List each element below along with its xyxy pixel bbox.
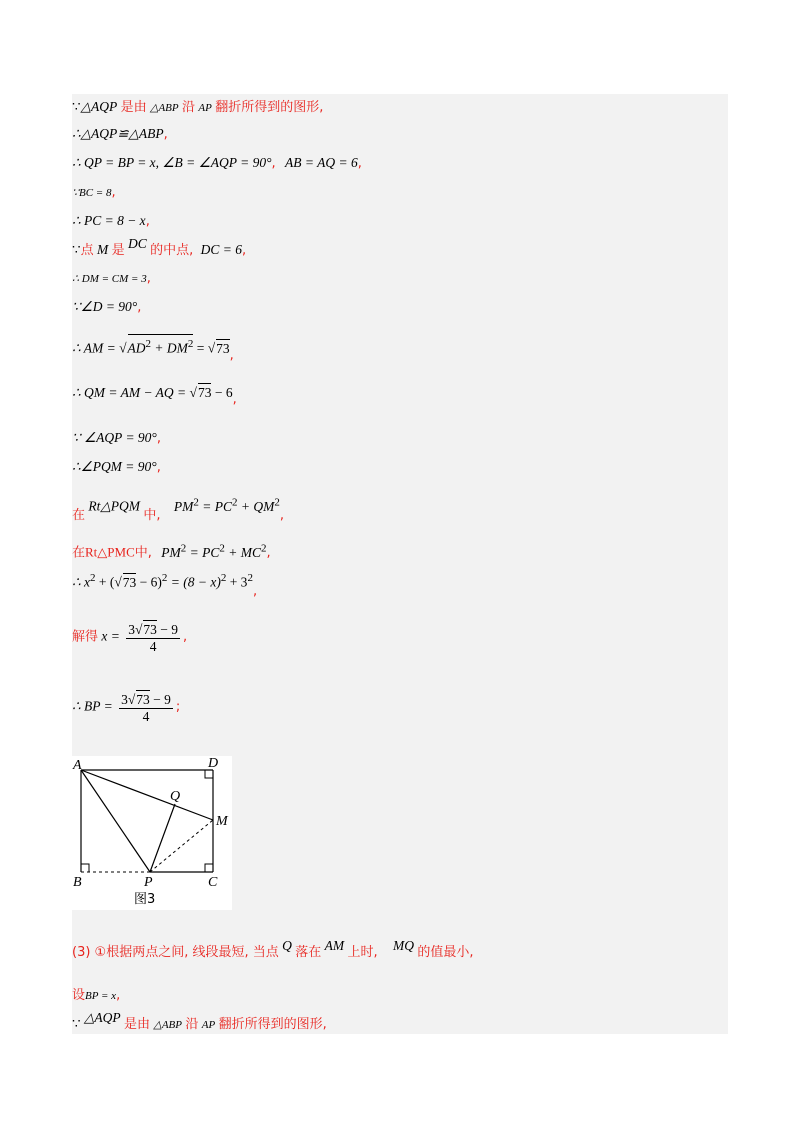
segment-ap bbox=[81, 770, 150, 872]
radicand-73: 73 bbox=[122, 574, 137, 590]
exponent: 2 bbox=[232, 496, 238, 508]
term-pc: = PC bbox=[186, 544, 220, 560]
radical-ad-dm bbox=[128, 334, 194, 357]
equation-qp-bp: ∴ QP = BP = x, ∠B = ∠AQP = 90° bbox=[72, 155, 272, 170]
equation-am-left: ∴ AM = bbox=[72, 340, 116, 356]
congruence-statement: ∴△AQP≌△ABP bbox=[72, 126, 164, 141]
text-middle: 中, bbox=[134, 545, 152, 561]
equation-angle-aqp: ∵ ∠AQP = 90° bbox=[72, 430, 157, 445]
triangle-aqp: △AQP bbox=[80, 99, 118, 114]
line-10: ∴ QM = AM − AQ = √73 − 6, bbox=[72, 385, 237, 407]
comma: , bbox=[156, 460, 161, 475]
line-6 bbox=[72, 236, 247, 259]
radicand-73: 73 bbox=[143, 622, 157, 637]
equation-bp-x: BP = x bbox=[85, 990, 117, 1002]
equation-pc: ∴ PC = 8 − x bbox=[72, 213, 146, 228]
term-ad: AD bbox=[127, 340, 146, 356]
triangle-abp: △ABP bbox=[149, 102, 179, 114]
text-part-3: (3) ①根据两点之间, 线段最短, 当点 bbox=[72, 945, 279, 960]
line-12 bbox=[72, 459, 161, 476]
line-11 bbox=[72, 430, 161, 447]
equation-pythag-pmc bbox=[161, 542, 267, 560]
text-in: 在 bbox=[72, 545, 86, 561]
line-20 bbox=[72, 1010, 327, 1033]
exponent: 2 bbox=[89, 572, 96, 584]
comma: , bbox=[111, 185, 116, 200]
radicand-73: 73 bbox=[136, 692, 150, 707]
fraction-denominator: 4 bbox=[142, 709, 150, 724]
comma: , bbox=[145, 214, 150, 229]
minus-nine: − 9 bbox=[149, 692, 171, 707]
figure-3-diagram bbox=[72, 756, 232, 910]
equation-qm-left: ∴ QM = AM − AQ = bbox=[72, 385, 187, 400]
triangle-abp: △ABP bbox=[153, 1019, 182, 1031]
point-m: M bbox=[96, 242, 109, 257]
equation-angle-pqm: ∴∠PQM = 90° bbox=[72, 459, 157, 474]
text-is-from: 是由 bbox=[120, 100, 147, 115]
exponent: 2 bbox=[219, 542, 225, 554]
line-2 bbox=[72, 126, 168, 143]
exponent: 2 bbox=[274, 496, 280, 508]
minus-six: − 6) bbox=[136, 574, 162, 590]
figure-caption: 图3 bbox=[134, 892, 156, 907]
text-is: 是 bbox=[111, 243, 125, 258]
line-7 bbox=[72, 270, 151, 287]
coef-3: 3 bbox=[121, 692, 128, 707]
text-midpoint: 的中点, bbox=[150, 243, 194, 258]
right-angle-c bbox=[205, 864, 213, 872]
segment-am bbox=[81, 770, 213, 820]
fraction-numerator: 3√73 − 9 bbox=[121, 692, 171, 707]
exponent: 2 bbox=[145, 338, 151, 350]
line-9: ∴ AM = $√AD^2 + DM^2 = √73$, bbox=[72, 334, 234, 358]
line-18 bbox=[72, 938, 474, 961]
comma: , bbox=[266, 545, 271, 561]
exponent: 2 bbox=[220, 572, 227, 584]
right-angle-b bbox=[81, 864, 89, 872]
right-angle-d bbox=[205, 770, 213, 778]
comma: , bbox=[242, 243, 247, 258]
comma: , bbox=[116, 988, 121, 1003]
term-dm: + DM bbox=[151, 340, 188, 356]
semicolon: ; bbox=[175, 699, 181, 715]
equation-angle-d: ∵∠D = 90° bbox=[72, 299, 138, 314]
segment-am: AM bbox=[324, 938, 345, 953]
equation-ab-aq: AB = AQ = 6 bbox=[285, 155, 358, 170]
label-p: P bbox=[144, 875, 153, 890]
comma: , bbox=[232, 392, 237, 407]
label-d: D bbox=[208, 756, 219, 771]
text-min-value: 的值最小, bbox=[417, 945, 474, 960]
term-x-equals: x = bbox=[101, 628, 120, 644]
text-point: 点 bbox=[80, 243, 94, 258]
label-m: M bbox=[216, 814, 228, 829]
segment-qp bbox=[150, 804, 175, 872]
label-a: A bbox=[73, 758, 82, 773]
comma: , bbox=[156, 431, 161, 446]
text-falls-on: 落在 bbox=[295, 945, 322, 960]
term-pc: = PC bbox=[198, 498, 233, 514]
text-along: 沿 bbox=[185, 1017, 199, 1032]
text-middle: 中, bbox=[143, 507, 161, 523]
term-pm: PM bbox=[161, 544, 181, 560]
segment-mq: MQ bbox=[393, 938, 415, 953]
fraction-numerator: 3√73 − 9 bbox=[128, 622, 179, 637]
line-15: ∴ $x^2 + (√73 - 6)^2 = (8 - x)^2 + 3^2$, bbox=[72, 572, 258, 599]
comma: , bbox=[252, 583, 258, 599]
comma: , bbox=[146, 271, 151, 286]
exponent: 2 bbox=[247, 572, 253, 584]
line-4 bbox=[72, 184, 116, 201]
term-bp-equals: ∴ BP = bbox=[72, 698, 113, 714]
term-8-minus-x: = (8 − x) bbox=[167, 574, 221, 590]
minus-nine: − 9 bbox=[156, 622, 179, 637]
line-19 bbox=[72, 987, 120, 1004]
exponent: 2 bbox=[161, 572, 168, 584]
equation-dm-cm: ∴ DM = CM = 3 bbox=[72, 273, 147, 285]
line-17 bbox=[72, 690, 180, 725]
because-symbol: ∵ bbox=[72, 242, 81, 257]
triangle-pmc: Rt△PMC bbox=[85, 544, 135, 560]
comma: , bbox=[279, 507, 285, 523]
fraction-bp bbox=[119, 690, 173, 725]
exponent: 2 bbox=[187, 338, 194, 350]
exponent: 2 bbox=[261, 542, 267, 554]
comma: , bbox=[163, 127, 168, 142]
equals-sign: = bbox=[196, 340, 205, 356]
term-qm: + QM bbox=[237, 498, 275, 514]
comma: , bbox=[229, 347, 234, 363]
radicand-73: 73 bbox=[197, 385, 212, 400]
line-13 bbox=[72, 494, 285, 523]
equation-dc: DC = 6 bbox=[200, 242, 243, 257]
text-folded-figure: 翻折所得到的图形, bbox=[218, 1017, 327, 1032]
line-1 bbox=[72, 99, 323, 116]
segment-ap: AP bbox=[198, 102, 212, 114]
because-symbol: ∵ bbox=[72, 99, 81, 114]
comma: , bbox=[183, 629, 188, 645]
comma: , bbox=[137, 300, 142, 315]
comma: , bbox=[271, 156, 276, 171]
coef-3: 3 bbox=[128, 622, 135, 637]
label-c: C bbox=[208, 875, 218, 890]
text-let: 设 bbox=[72, 988, 86, 1003]
fraction-solution bbox=[126, 620, 180, 655]
exponent: 2 bbox=[193, 496, 199, 508]
segment-ap: AP bbox=[201, 1019, 216, 1031]
exponent: 2 bbox=[180, 542, 187, 554]
label-b: B bbox=[73, 875, 82, 890]
line-3 bbox=[72, 155, 362, 172]
text-is-from: 是由 bbox=[123, 1017, 150, 1032]
text-folded-figure: 翻折所得到的图形, bbox=[215, 100, 324, 115]
line-16 bbox=[72, 620, 187, 655]
comma: , bbox=[357, 156, 362, 171]
fraction-denominator: 4 bbox=[149, 639, 157, 654]
equation-pythag-pqm bbox=[173, 496, 280, 514]
text-solve: 解得 bbox=[72, 629, 99, 645]
line-14 bbox=[72, 540, 271, 562]
term-3: + 3 bbox=[226, 574, 248, 590]
text-along: 沿 bbox=[181, 100, 195, 115]
triangle-pqm: Rt△PQM bbox=[88, 498, 141, 514]
paren-open: + ( bbox=[95, 574, 115, 590]
point-q: Q bbox=[282, 938, 292, 953]
term-x: ∴ x bbox=[72, 574, 90, 590]
term-mc: + MC bbox=[224, 544, 262, 560]
line-5 bbox=[72, 213, 150, 230]
because-symbol: ∵ bbox=[72, 1016, 81, 1031]
radicand-73: 73 bbox=[216, 340, 230, 356]
triangle-aqp: △AQP bbox=[83, 1010, 121, 1025]
figure-3 bbox=[72, 756, 232, 910]
line-8 bbox=[72, 299, 141, 316]
label-q: Q bbox=[170, 789, 181, 804]
equation-bc: ∵BC = 8 bbox=[72, 187, 112, 199]
segment-dc: DC bbox=[128, 236, 147, 251]
minus-six: − 6 bbox=[214, 385, 233, 400]
text-in: 在 bbox=[72, 507, 86, 523]
term-pm: PM bbox=[173, 498, 194, 514]
text-when: 上时, bbox=[347, 945, 378, 960]
